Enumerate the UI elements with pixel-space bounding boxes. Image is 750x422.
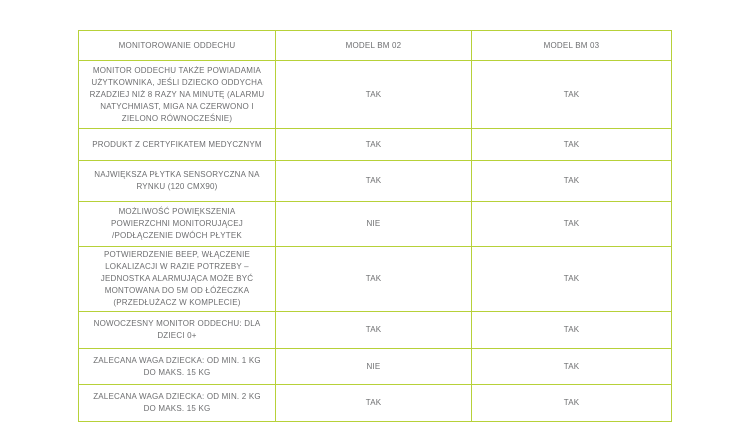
table-row	[79, 349, 672, 385]
column-header-model-bm02: MODEL BM 02	[276, 31, 472, 61]
feature-cell: ZALECANA WAGA DZIECKA: OD MIN. 1 KG DO MAKS. 15 KG	[79, 349, 276, 385]
bm03-value-cell: TAK	[472, 385, 672, 422]
table-row	[79, 129, 672, 161]
bm03-value-cell: TAK	[472, 202, 672, 247]
table-row	[79, 247, 672, 312]
table-row	[79, 202, 672, 247]
table-row	[79, 161, 672, 202]
feature-cell: MOŻLIWOŚĆ POWIĘKSZENIA POWIERZCHNI MONITORUJĄCEJ /PODŁĄCZENIE DWÓCH PŁYTEK	[79, 202, 276, 247]
bm02-value-cell: TAK	[276, 247, 472, 312]
comparison-table	[78, 30, 672, 422]
feature-cell: PRODUKT Z CERTYFIKATEM MEDYCZNYM	[79, 129, 276, 161]
table-row	[79, 61, 672, 129]
bm02-value-cell: NIE	[276, 202, 472, 247]
bm02-value-cell: TAK	[276, 61, 472, 129]
column-header-model-bm03: MODEL BM 03	[472, 31, 672, 61]
bm02-value-cell: TAK	[276, 161, 472, 202]
bm03-value-cell: TAK	[472, 247, 672, 312]
feature-cell: ZALECANA WAGA DZIECKA: OD MIN. 2 KG DO MAKS. 15 KG	[79, 385, 276, 422]
feature-cell: NOWOCZESNY MONITOR ODDECHU: DLA DZIECI 0+	[79, 312, 276, 349]
table-row	[79, 312, 672, 349]
bm03-value-cell: TAK	[472, 312, 672, 349]
bm03-value-cell: TAK	[472, 129, 672, 161]
header-row	[79, 31, 672, 61]
bm02-value-cell: TAK	[276, 129, 472, 161]
feature-cell: MONITOR ODDECHU TAKŻE POWIADAMIA UŻYTKOWNIKA, JEŚLI DZIECKO ODDYCHA RZADZIEJ NIŻ 8 RAZY NA MINUTĘ (ALARMU NATYCHMIAST, MIGA NA CZERWONO I ZIELONO RÓWNOCZEŚNIE)	[79, 61, 276, 129]
feature-cell: POTWIERDZENIE BEEP, WŁĄCZENIE LOKALIZACJI W RAZIE POTRZEBY – JEDNOSTKA ALARMUJĄCA MOŻE BYĆ MONTOWANA DO 5M OD ŁÓŻECZKA (PRZEDŁUŻACZ W KOMPLECIE)	[79, 247, 276, 312]
bm02-value-cell: NIE	[276, 349, 472, 385]
bm03-value-cell: TAK	[472, 161, 672, 202]
table-row	[79, 385, 672, 422]
bm03-value-cell: TAK	[472, 349, 672, 385]
bm02-value-cell: TAK	[276, 385, 472, 422]
feature-cell: NAJWIĘKSZA PŁYTKA SENSORYCZNA NA RYNKU (120 CMX90)	[79, 161, 276, 202]
column-header-feature: MONITOROWANIE ODDECHU	[79, 31, 276, 61]
bm02-value-cell: TAK	[276, 312, 472, 349]
bm03-value-cell: TAK	[472, 61, 672, 129]
page	[0, 30, 750, 422]
